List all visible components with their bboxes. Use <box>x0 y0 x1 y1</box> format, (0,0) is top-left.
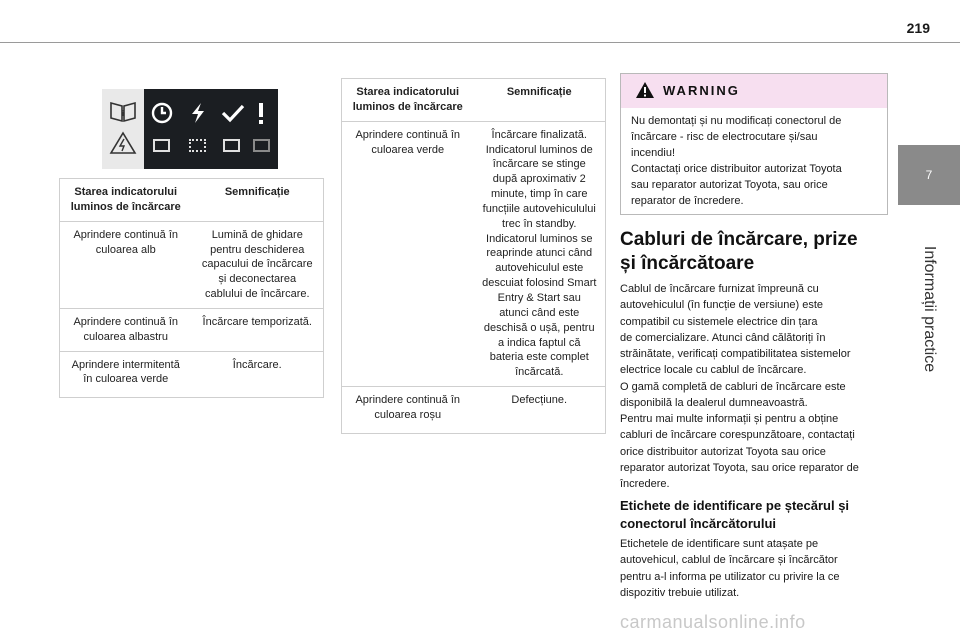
body-line: autovehicul, cablul de încărcare și încărcător <box>620 554 838 567</box>
table-header-meaning: Semnificație <box>506 86 572 98</box>
section-heading <box>620 228 892 277</box>
indicator-table-2 <box>341 78 606 434</box>
table-header-meaning: Semnificație <box>224 186 290 198</box>
table-cell: Aprindere continuă în culoarea roșu <box>342 387 474 433</box>
warning-line: incendiu! <box>631 146 676 159</box>
page-number: 219 <box>906 20 930 36</box>
table-row <box>60 221 323 308</box>
body-line: încredere. <box>620 478 670 491</box>
checkmark-icon <box>220 101 246 125</box>
table-cell: Aprindere intermitentă în culoarea verde <box>60 351 192 397</box>
charging-indicator-illustration <box>102 89 278 169</box>
warning-header <box>621 74 887 108</box>
warning-line: încărcare - risc de electrocutare și/sau <box>631 130 818 143</box>
clock-icon <box>150 101 174 125</box>
table-header-state: Starea indicatorului luminos de încărcare <box>352 86 463 113</box>
subsection-heading-line: conectorul încărcătorului <box>620 516 777 532</box>
body-line: O gamă completă de cabluri de încărcare este <box>620 380 846 393</box>
subsection-heading-line: Etichete de identificare pe ștecărul și <box>620 498 850 513</box>
table-cell: Lumină de ghidare pentru deschiderea capacului de încărcare și deconectarea cablului de încărcare. <box>192 221 324 308</box>
body-line: pentru a-l informa pe utilizator cu privire la ce <box>620 570 840 583</box>
warning-triangle-icon <box>102 89 144 169</box>
table-row <box>342 387 605 433</box>
warning-line: sau reparator autorizat Toyota, sau orice <box>631 178 828 191</box>
indicator-lamp-2 <box>189 139 206 152</box>
section-body <box>620 281 892 492</box>
warning-line: Nu demontați și nu modificați conectorul de <box>631 115 842 127</box>
chapter-tab[interactable]: 7 <box>898 145 960 205</box>
warning-line: Contactați orice distribuitor autorizat Toyota <box>631 162 842 175</box>
lightning-icon <box>186 101 210 125</box>
body-line: străinătate, verificați compatibilitatea sistemelor <box>620 348 851 361</box>
body-line: dispozitiv trebuie utilizat. <box>620 586 740 599</box>
table-cell: Defecțiune. <box>474 387 606 433</box>
indicator-lamp-1 <box>153 139 170 152</box>
section-heading-line: Cabluri de încărcare, prize <box>620 229 858 250</box>
table-cell: Aprindere continuă în culoarea alb <box>60 221 192 308</box>
table-cell: Aprindere continuă în culoarea albastru <box>60 308 192 351</box>
svg-text:i: i <box>121 109 125 118</box>
section-heading-line: și încărcătoare <box>620 253 755 275</box>
indicator-lamp-4 <box>253 139 270 152</box>
warning-text <box>621 108 887 216</box>
body-line: reparator autorizat Toyota, sau orice reparator de <box>620 461 859 474</box>
table-header-row <box>342 79 605 121</box>
body-line: electrice locale cu cablul de încărcare. <box>620 364 807 377</box>
body-line: Cablul de încărcare furnizat împreună cu <box>620 283 819 295</box>
table-header-state: Starea indicatorului luminos de încărcare <box>70 186 181 213</box>
body-line: orice distribuitor autorizat Toyota sau orice <box>620 445 826 458</box>
table-cell: Aprindere continuă în culoarea verde <box>342 121 474 386</box>
body-line: compatibil cu sistemele electrice din țara <box>620 315 818 328</box>
body-line: Etichetele de identificare sunt atașate pe <box>620 538 819 550</box>
table-cell: Încărcare finalizată. Indicatorul luminos de încărcare se stinge după aproximativ 2 minute, timp în care funcțiile autovehiculului trec în standby. Indicatorul luminos se reaprinde atunci când autovehiculul este descuiat folosind Smart Entry & Start sau atunci când este deschisă o ușă, pentru a indica faptul că bateria este complet încărcată. <box>474 121 606 386</box>
table-row <box>342 121 605 386</box>
indicator-table-1 <box>59 178 324 398</box>
table-header-row <box>60 179 323 221</box>
warning-title: WARNING <box>663 83 740 98</box>
warning-line: reparator de încredere. <box>631 194 744 207</box>
warning-box <box>620 73 888 215</box>
table-cell: Încărcare. <box>192 351 324 397</box>
body-line: autovehiculul (în funcție de versiune) este <box>620 299 824 312</box>
subsection-body <box>620 536 892 601</box>
table-cell: Încărcare temporizată. <box>192 308 324 351</box>
table-row <box>60 308 323 351</box>
body-line: cabluri de încărcare corespunzătoare, contactați <box>620 429 855 442</box>
exclamation-icon <box>254 101 268 125</box>
indicator-lamp-3 <box>223 139 240 152</box>
header-divider <box>0 42 960 43</box>
warning-icon <box>635 81 655 99</box>
table-row <box>60 351 323 397</box>
subsection-heading <box>620 497 892 533</box>
chapter-title-text: Informații practice <box>921 245 938 373</box>
indicator-label-panel <box>102 89 144 169</box>
body-line: disponibilă la dealerul dumneavoastră. <box>620 396 808 409</box>
body-line: Pentru mai multe informații și pentru a obține <box>620 413 839 426</box>
body-line: de comercializare. Atunci când călătoriți în <box>620 331 826 344</box>
chapter-title <box>898 205 960 405</box>
watermark: carmanualsonline.info <box>620 612 806 632</box>
